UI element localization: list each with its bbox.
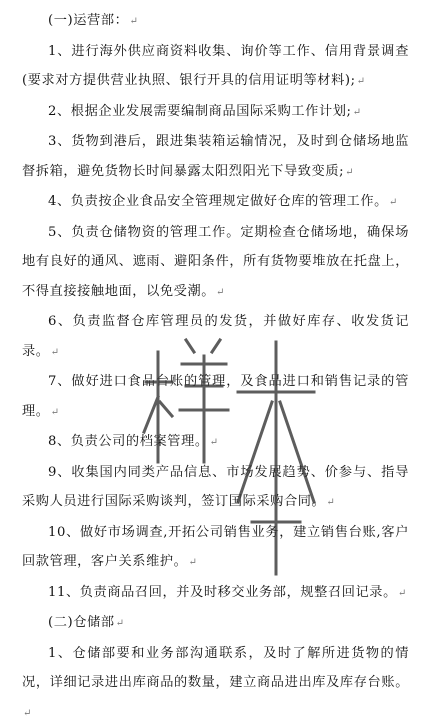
paragraph bbox=[22, 518, 409, 578]
paragraph-text: 1、进行海外供应商资料收集、询价等工作、信用背景调查(要求对方提供营业执照、银行开具的信用证明等材料); bbox=[22, 44, 409, 89]
paragraph-text: 7、做好进口食品台账的管理，及食品进口和销售记录的管理。 bbox=[22, 374, 409, 419]
paragraph-mark-icon: ↵ bbox=[51, 347, 60, 358]
paragraph-mark-icon: ↵ bbox=[129, 16, 138, 27]
paragraph bbox=[22, 127, 409, 187]
paragraph bbox=[22, 578, 409, 609]
paragraph bbox=[22, 458, 409, 518]
paragraph-text: 9、收集国内同类产品信息、市场发展趋势、价参与、指导采购人员进行国际采购谈判，签订国际采购合同。 bbox=[22, 465, 409, 510]
paragraph bbox=[22, 97, 409, 128]
paragraph-text: 2、根据企业发展需要编制商品国际采购工作计划; bbox=[48, 104, 352, 119]
section-heading-operations bbox=[22, 6, 409, 37]
paragraph-mark-icon: ↵ bbox=[357, 76, 366, 87]
paragraph bbox=[22, 639, 409, 728]
paragraph-mark-icon: ↵ bbox=[216, 287, 225, 298]
paragraph-mark-icon: ↵ bbox=[23, 708, 32, 719]
paragraph-text: 6、负责监督仓库管理员的发货，并做好库存、收发货记录。 bbox=[22, 314, 409, 359]
paragraph-mark-icon: ↵ bbox=[188, 557, 197, 568]
paragraph-mark-icon: ↵ bbox=[210, 437, 219, 448]
heading-text: (一)运营部： bbox=[48, 13, 128, 28]
paragraph-text: 3、货物到港后，跟进集装箱运输情况，及时到仓储场地监督拆箱，避免货物长时间暴露太阳烈阳光下导致变质; bbox=[22, 134, 409, 179]
heading-text: (二)仓储部 bbox=[48, 615, 115, 630]
paragraph-mark-icon: ↵ bbox=[345, 167, 354, 178]
paragraph-mark-icon: ↵ bbox=[51, 407, 60, 418]
paragraph-mark-icon: ↵ bbox=[398, 588, 407, 599]
paragraph-text: 5、负责仓储物资的管理工作。定期检查仓储场地，确保场地有良好的通风、遮雨、避阳条件，所有货物要堆放在托盘上，不得直接接触地面，以免受潮。 bbox=[22, 225, 409, 299]
section-heading-warehouse bbox=[22, 608, 409, 639]
paragraph-text: 1、仓储部要和业务部沟通联系，及时了解所进货物的情况，详细记录进出库商品的数量，建立商品进出库及库存台账。 bbox=[22, 646, 409, 691]
paragraph bbox=[22, 218, 409, 308]
paragraph bbox=[22, 307, 409, 367]
paragraph-text: 10、做好市场调查,开拓公司销售业务，建立销售台账,客户回款管理，客户关系维护。 bbox=[22, 525, 409, 570]
paragraph-text: 8、负责公司的档案管理。 bbox=[48, 434, 209, 449]
paragraph-mark-icon: ↵ bbox=[326, 497, 335, 508]
paragraph-text: 4、负责按企业食品安全管理规定做好仓库的管理工作。 bbox=[48, 194, 388, 209]
paragraph bbox=[22, 367, 409, 427]
paragraph bbox=[22, 187, 409, 218]
paragraph bbox=[22, 37, 409, 97]
paragraph-mark-icon: ↵ bbox=[116, 618, 125, 629]
paragraph-mark-icon: ↵ bbox=[389, 197, 398, 208]
paragraph bbox=[22, 427, 409, 458]
paragraph-text: 11、负责商品召回，并及时移交业务部，规整召回记录。 bbox=[48, 585, 397, 600]
paragraph-mark-icon: ↵ bbox=[353, 107, 362, 118]
